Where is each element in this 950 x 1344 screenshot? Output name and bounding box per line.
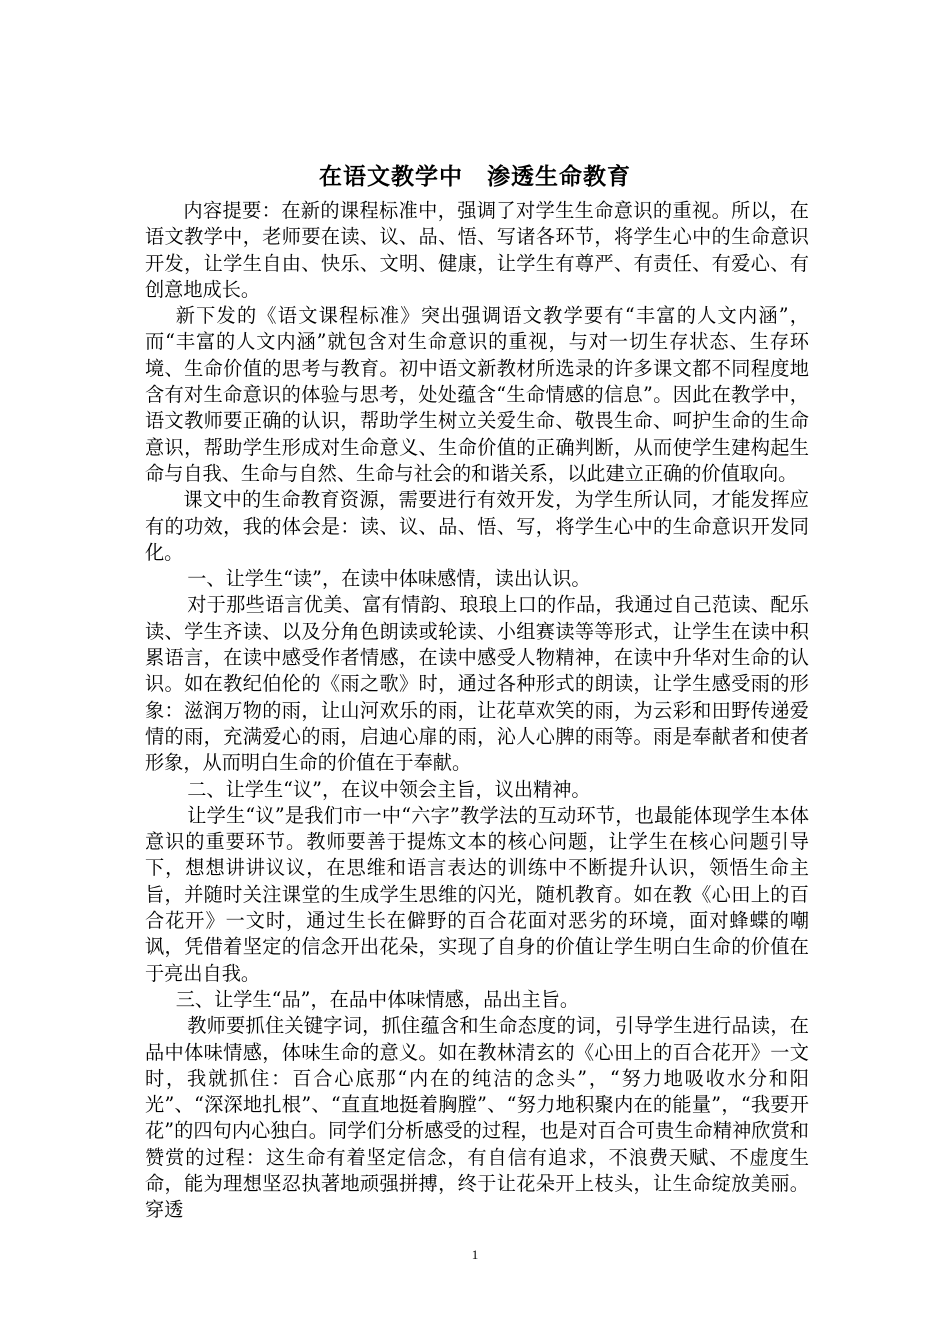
body-paragraph: 对于那些语言优美、富有情韵、琅琅上口的作品，我通过自己范读、配乐读、学生齐读、以及分角色朗读或轮读、小组赛读等等形式，让学生在读中积累语言，在读中感受作者情感，在读中感受人物精神，在读中升华对生命的认识。如在教纪伯伦的《雨之歌》时，通过各种形式的朗读，让学生感受雨的形象：滋润万物的雨，让山河欢乐的雨，让花草欢笑的雨，为云彩和田野传递爱情的雨，充满爱心的雨，启迪心扉的雨，沁人心脾的雨等。雨是奉献者和使者形象，从而明白生命的价值在于奉献。 — [145, 593, 809, 775]
page-number: 1 — [471, 1247, 479, 1262]
section-heading: 二、让学生“议”，在议中领会主旨，议出精神。 — [187, 777, 591, 801]
abstract-paragraph: 内容提要：在新的课程标准中，强调了对学生生命意识的重视。所以，在语文教学中，老师要在读、议、品、悟、写诸各环节，将学生心中的生命意识开发，让学生自由、快乐、文明、健康，让学生有尊严、有责任、有爱心、有创意地成长。 — [145, 199, 809, 301]
body-paragraph: 教师要抓住关键字词，抓住蕴含和生命态度的词，引导学生进行品读，在品中体味情感，体味生命的意义。如在教林清玄的《心田上的百合花开》一文时，我就抓住：百合心底那“内在的纯洁的念头”，“努力地吸收水分和阳光”、“深深地扎根”、“直直地挺着胸膛”、“努力地积聚内在的能量”，“我要开花”的四句内心独白。同学们分析感受的过程，也是对百合可贵生命精神欣赏和赞赏的过程：这生命有着坚定信念，有自信有追求，不浪费天赋、不虚度生命，能为理想坚忍执著地顽强拼搏，终于让花朵开上枝头，让生命绽放美丽。穿透 — [145, 1014, 809, 1222]
document-title: 在语文教学中 渗透生命教育 — [319, 164, 631, 190]
body-paragraph: 课文中的生命教育资源，需要进行有效开发，为学生所认同，才能发挥应有的功效，我的体会是：读、议、品、悟、写，将学生心中的生命意识开发同化。 — [145, 488, 809, 564]
section-heading: 一、让学生“读”，在读中体味感情，读出认识。 — [187, 567, 591, 591]
body-paragraph: 新下发的《语文课程标准》突出强调语文教学要有“丰富的人文内涵”，而“丰富的人文内涵”就包含对生命意识的重视，与对一切生存状态、生存环境、生命价值的思考与教育。初中语文新教材所选录的许多课文都不同程度地含有对生命意识的体验与思考，处处蕴含“生命情感的信息”。因此在教学中，语文教师要正确的认识，帮助学生树立关爱生命、敬畏生命、呵护生命的生命意识，帮助学生形成对生命意义、生命价值的正确判断，从而使学生建构起生命与自我、生命与自然、生命与社会的和谐关系，以此建立正确的价值取向。 — [145, 304, 809, 485]
document-body — [145, 198, 809, 1224]
section-heading: 三、让学生“品”，在品中体味情感，品出主旨。 — [175, 987, 580, 1011]
body-paragraph: 让学生“议”是我们市一中“六字”教学法的互动环节，也最能体现学生本体意识的重要环节。教师要善于提炼文本的核心问题，让学生在核心问题引导下，想想讲讲议议，在思维和语言表达的训练中不断提升认识，领悟生命主旨，并随时关注课堂的生成学生思维的闪光，随机教育。如在教《心田上的百合花开》一文时，通过生长在僻野的百合花面对恶劣的环境，面对蜂蝶的嘲讽，凭借着坚定的信念开出花朵，实现了自身的价值让学生明白生命的价值在于亮出自我。 — [145, 803, 809, 985]
